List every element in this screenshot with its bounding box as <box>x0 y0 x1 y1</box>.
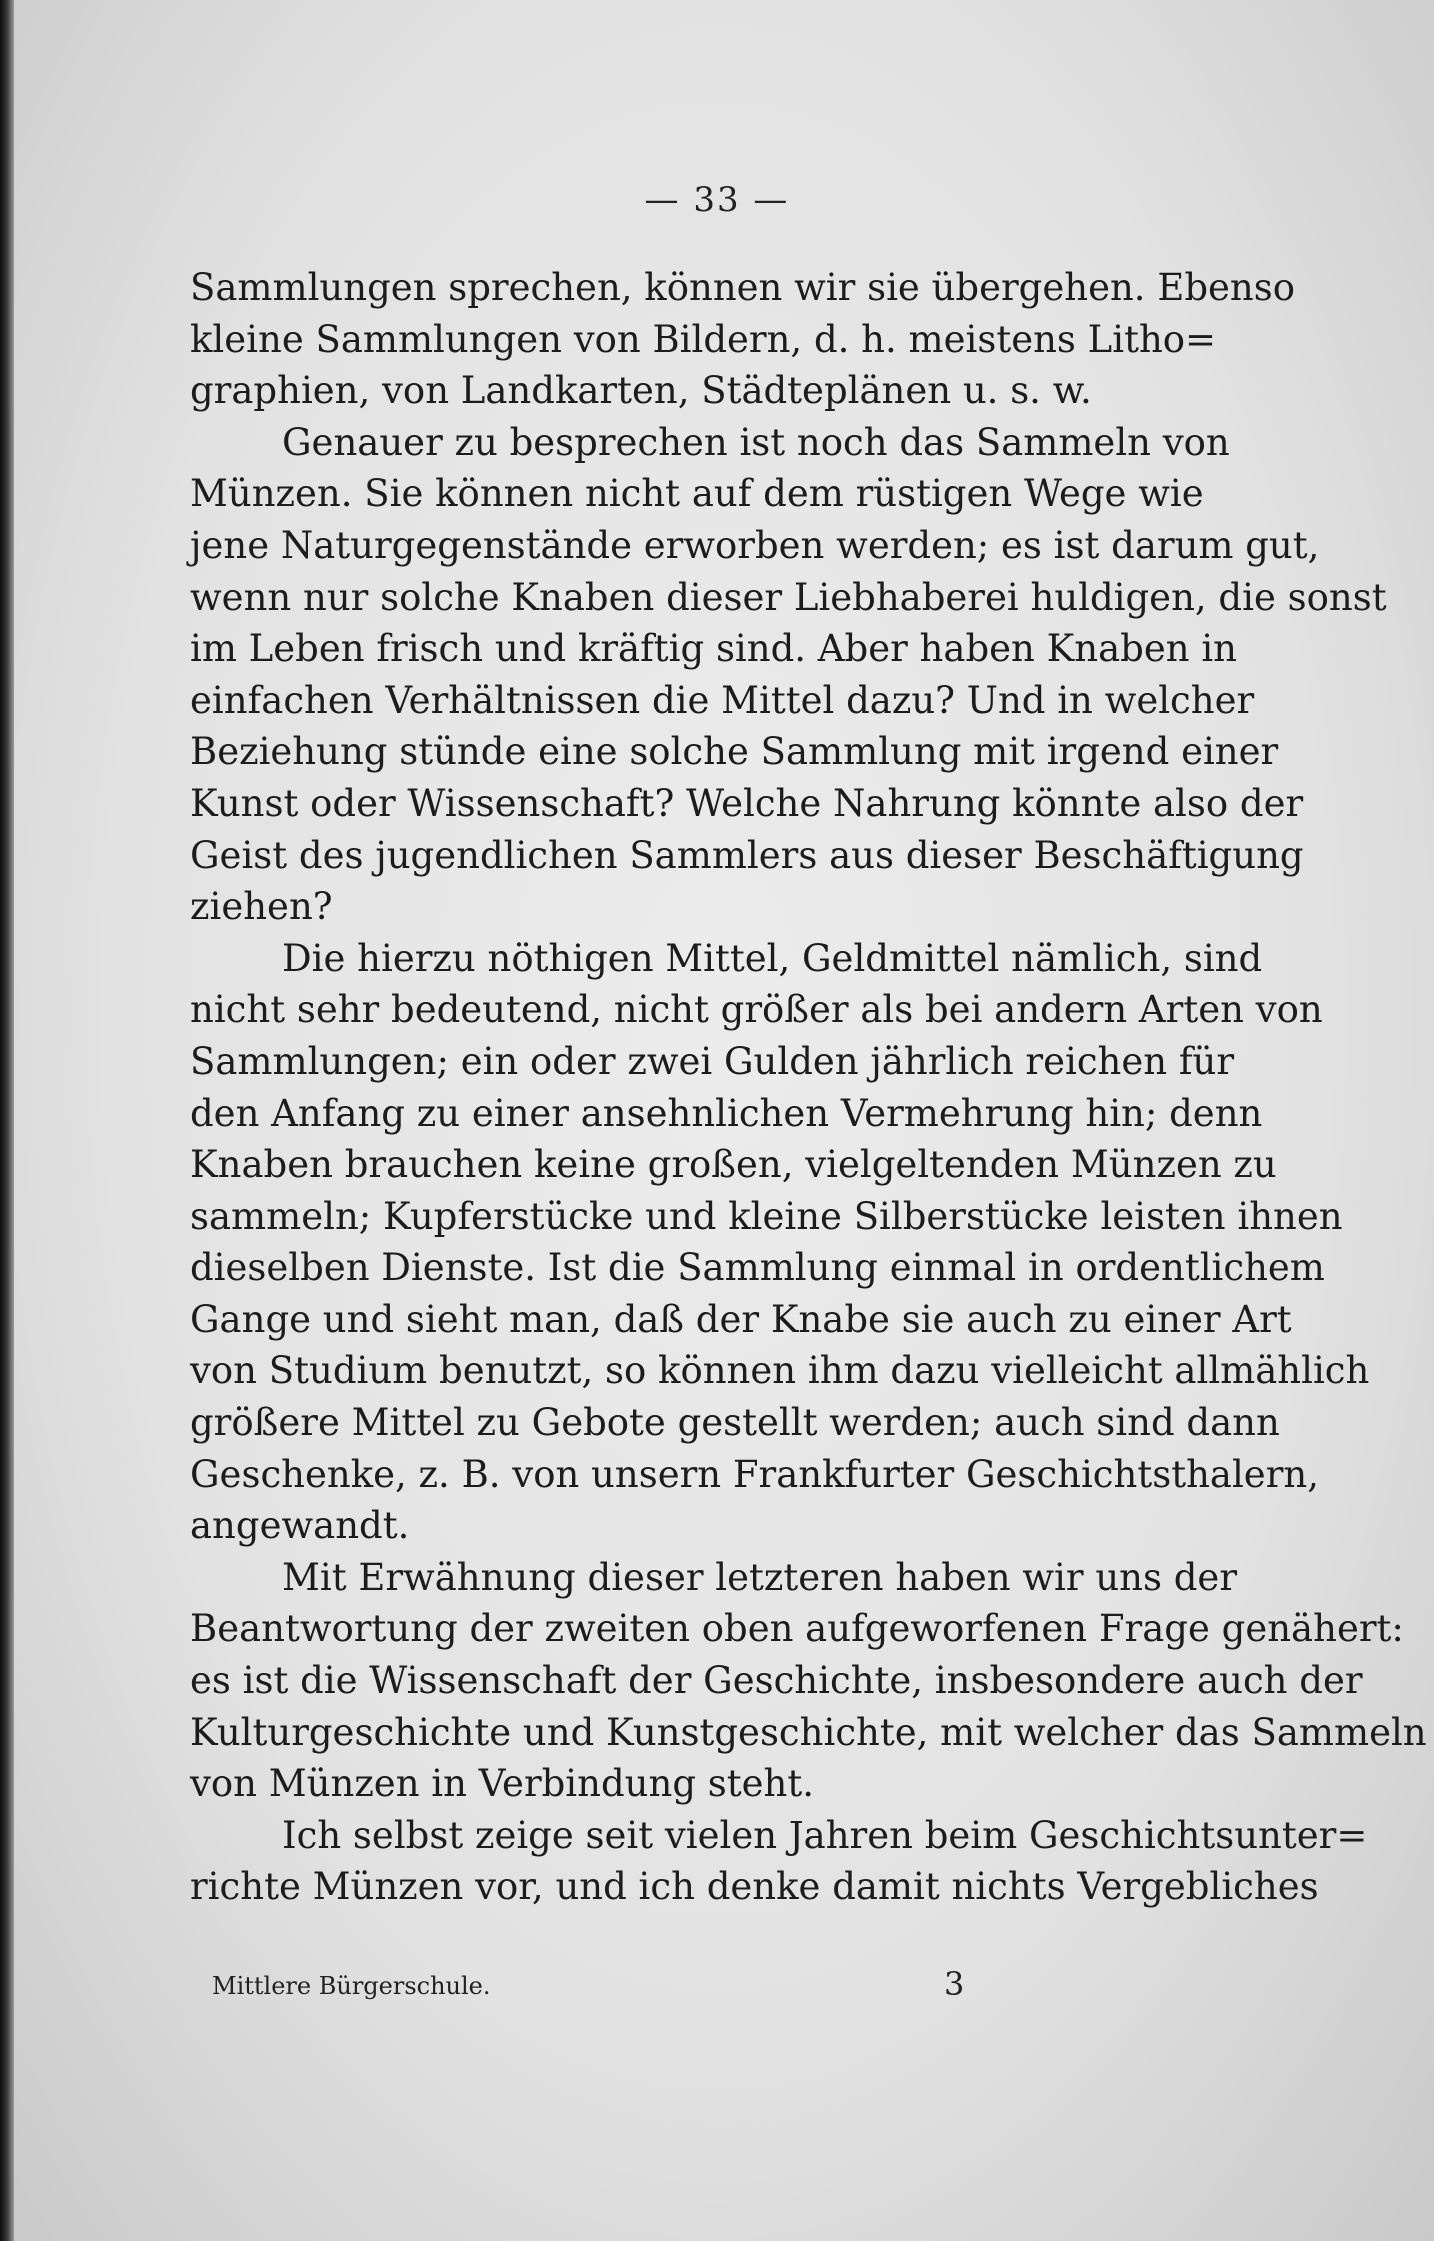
text-line: von Münzen in Verbindung steht. <box>190 1762 814 1806</box>
text-line: Münzen. Sie können nicht auf dem rüstigen Wege wie <box>190 472 1204 516</box>
text-line: wenn nur solche Knaben dieser Liebhaberei huldigen, die sonst <box>190 575 1387 619</box>
text-line: Gange und sieht man, daß der Knabe sie auch zu einer Art <box>190 1297 1292 1341</box>
sheet-number: 3 <box>944 1965 965 2003</box>
text-line: Genauer zu besprechen ist noch das Sammeln von <box>282 420 1230 464</box>
text-line: angewandt. <box>190 1504 410 1548</box>
page-header: — 33 — <box>644 180 790 220</box>
text-line: Die hierzu nöthigen Mittel, Geldmittel nämlich, sind <box>282 936 1263 980</box>
text-line: einfachen Verhältnissen die Mittel dazu? Und in welcher <box>190 678 1255 722</box>
text-line: Geist des jugendlichen Sammlers aus dieser Beschäftigung <box>190 833 1304 877</box>
text-line: Sammlungen; ein oder zwei Gulden jährlich reichen für <box>190 1039 1235 1083</box>
text-line: es ist die Wissenschaft der Geschichte, insbesondere auch der <box>190 1659 1363 1703</box>
text-line: Kulturgeschichte und Kunstgeschichte, mit welcher das Sammeln <box>190 1710 1427 1754</box>
signature-mark: Mittlere Bürgerschule. <box>212 1972 491 2000</box>
text-line: den Anfang zu einer ansehnlichen Vermehrung hin; denn <box>190 1091 1263 1135</box>
text-line: nicht sehr bedeutend, nicht größer als bei andern Arten von <box>190 988 1323 1032</box>
text-line: jene Naturgegenstände erworben werden; es ist darum gut, <box>190 523 1320 567</box>
text-line: richte Münzen vor, und ich denke damit nichts Vergebliches <box>190 1865 1319 1909</box>
text-line: Beantwortung der zweiten oben aufgeworfenen Frage genähert: <box>190 1607 1404 1651</box>
text-line: dieselben Dienste. Ist die Sammlung einmal in ordentlichem <box>190 1246 1325 1290</box>
text-line: Ich selbst zeige seit vielen Jahren beim Geschichtsunter= <box>282 1813 1368 1857</box>
text-line: kleine Sammlungen von Bildern, d. h. meistens Litho= <box>190 317 1217 361</box>
text-line: Kunst oder Wissenschaft? Welche Nahrung könnte also der <box>190 781 1304 825</box>
text-line: sammeln; Kupferstücke und kleine Silberstücke leisten ihnen <box>190 1194 1343 1238</box>
text-line: ziehen? <box>190 885 333 929</box>
text-line: im Leben frisch und kräftig sind. Aber haben Knaben in <box>190 627 1237 671</box>
text-line: Knaben brauchen keine großen, vielgeltenden Münzen zu <box>190 1143 1277 1187</box>
text-line: graphien, von Landkarten, Städteplänen u. s. w. <box>190 369 1092 413</box>
text-line: Mit Erwähnung dieser letzteren haben wir uns der <box>282 1555 1238 1599</box>
text-line: größere Mittel zu Gebote gestellt werden; auch sind dann <box>190 1401 1280 1445</box>
text-line: Geschenke, z. B. von unsern Frankfurter Geschichtsthalern, <box>190 1452 1319 1496</box>
text-line: Sammlungen sprechen, können wir sie übergehen. Ebenso <box>190 266 1296 309</box>
text-line: Beziehung stünde eine solche Sammlung mit irgend einer <box>190 730 1279 774</box>
text-line: von Studium benutzt, so können ihm dazu vielleicht allmählich <box>190 1349 1370 1393</box>
body-text <box>190 262 1427 1913</box>
page-edge-shadow <box>0 0 14 2241</box>
